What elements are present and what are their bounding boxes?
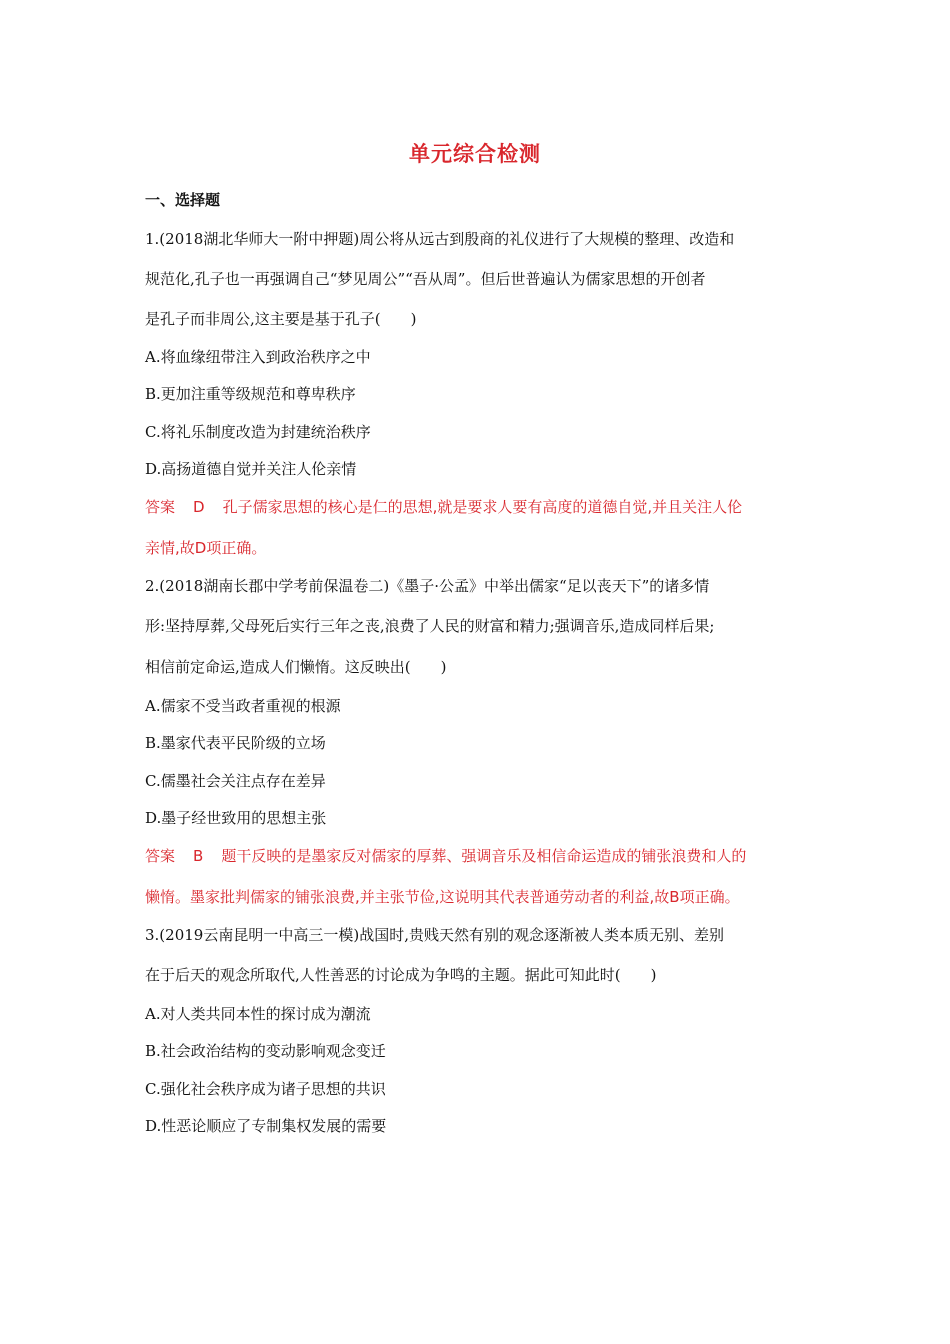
answer-key: D: [193, 498, 205, 516]
page-title: 单元综合检测: [409, 142, 541, 166]
question-1-option-d: D.高扬道德自觉并关注人伦亲情: [145, 460, 357, 478]
question-1-stem-line-2: 规范化,孔子也一再强调自己“梦见周公”“吾从周”。但后世普遍认为儒家思想的开创者: [145, 270, 706, 288]
section-heading: 一、选择题: [145, 191, 221, 209]
question-2-answer-line-2: 懒惰。墨家批判儒家的铺张浪费,并主张节俭,这说明其代表普通劳动者的利益,故B项正确。: [145, 888, 740, 906]
question-1-stem-line-3: 是孔子而非周公,这主要是基于孔子( ): [145, 310, 417, 328]
question-1-option-c: C.将礼乐制度改造为封建统治秩序: [145, 423, 371, 441]
question-1-answer-line-2: 亲情,故D项正确。: [145, 539, 267, 557]
question-1-option-b: B.更加注重等级规范和尊卑秩序: [145, 385, 356, 403]
question-2-option-c: C.儒墨社会关注点存在差异: [145, 772, 326, 790]
answer-key: B: [193, 847, 204, 865]
question-1-option-a: A.将血缘纽带注入到政治秩序之中: [145, 348, 371, 366]
question-3-stem-line-2: 在于后天的观念所取代,人性善恶的讨论成为争鸣的主题。据此可知此时( ): [145, 966, 657, 984]
question-3-option-a: A.对人类共同本性的探讨成为潮流: [145, 1005, 371, 1023]
answer-explanation: 孔子儒家思想的核心是仁的思想,就是要求人要有高度的道德自觉,并且关注人伦: [222, 498, 743, 516]
question-3-stem-line-1: 3.(2019云南昆明一中高三一模)战国时,贵贱天然有别的观念逐渐被人类本质无别、差别: [145, 926, 724, 944]
question-3-option-c: C.强化社会秩序成为诸子思想的共识: [145, 1080, 386, 1098]
answer-tag: 答案: [145, 498, 176, 516]
question-2-answer-line-1: [145, 845, 746, 867]
question-2-option-d: D.墨子经世致用的思想主张: [145, 809, 327, 827]
question-1-stem-line-1: 1.(2018湖北华师大一附中押题)周公将从远古到殷商的礼仪进行了大规模的整理、改造和: [145, 230, 735, 248]
answer-explanation: 题干反映的是墨家反对儒家的厚葬、强调音乐及相信命运造成的铺张浪费和人的: [221, 847, 747, 865]
question-1-answer-line-1: [145, 496, 742, 518]
question-2-stem-line-1: 2.(2018湖南长郡中学考前保温卷二)《墨子·公孟》中举出儒家“足以丧天下”的诸多情: [145, 577, 710, 595]
question-3-option-b: B.社会政治结构的变动影响观念变迁: [145, 1042, 386, 1060]
question-2-stem-line-2: 形:坚持厚葬,父母死后实行三年之丧,浪费了人民的财富和精力;强调音乐,造成同样后果;: [145, 617, 715, 635]
question-2-option-b: B.墨家代表平民阶级的立场: [145, 734, 326, 752]
answer-tag: 答案: [145, 847, 176, 865]
question-3-option-d: D.性恶论顺应了专制集权发展的需要: [145, 1117, 387, 1135]
question-2-stem-line-3: 相信前定命运,造成人们懒惰。这反映出( ): [145, 658, 447, 676]
question-2-option-a: A.儒家不受当政者重视的根源: [145, 697, 341, 715]
